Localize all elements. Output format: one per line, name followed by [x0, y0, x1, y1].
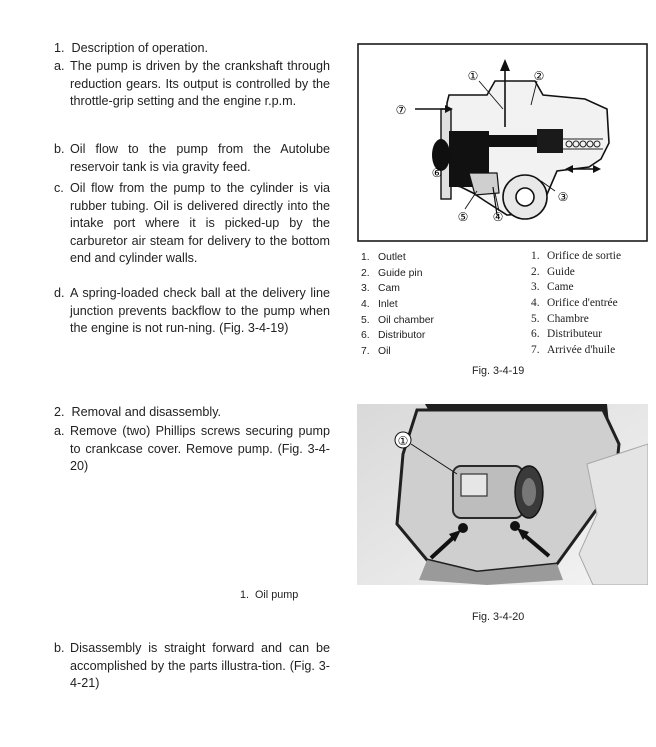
- legend-row: [361, 250, 501, 266]
- legend-row: [531, 296, 653, 312]
- legend-text: Arrivée d'huile: [547, 344, 616, 357]
- item-label: c.: [54, 181, 64, 195]
- distributor-head: [537, 129, 563, 153]
- callout-5: ⑤: [457, 210, 469, 224]
- item-text: The pump is driven by the crankshaft through reduction gears. Its output is controlled by the throttle-grip setting and the engine r.p.m.: [70, 59, 330, 109]
- callout-7: ⑦: [395, 103, 407, 117]
- item-text: A spring-loaded check ball at the delivery line junction prevents backflow to the pump when the engine is not run-ning. (Fig. 3-4-19): [70, 286, 330, 336]
- legend-row: [361, 281, 501, 297]
- legend-num: 2.: [531, 265, 540, 278]
- fig-20-photo: [357, 404, 648, 585]
- section-2-heading: 2. Removal and disassembly.: [54, 405, 222, 419]
- legend-num: 4.: [531, 297, 540, 310]
- section-2-item-b-block: [54, 640, 330, 700]
- legend-row: [361, 297, 501, 313]
- legend-row: [531, 343, 653, 359]
- legend-num: 7.: [361, 346, 370, 358]
- legend-num: 1.: [361, 252, 370, 263]
- legend-text: Orifice d'entrée: [547, 297, 618, 310]
- legend-row: [531, 280, 653, 296]
- legend-num: 5.: [361, 314, 370, 326]
- oil-chamber: [469, 173, 499, 195]
- fig-19-diagram: [357, 43, 648, 242]
- legend-text: Oil chamber: [378, 314, 435, 326]
- legend-num: 2.: [361, 267, 370, 279]
- section-1: [54, 40, 330, 370]
- fig-19-caption: Fig. 3-4-19: [472, 365, 525, 377]
- item-label: a.: [54, 424, 65, 438]
- fig-20-legend: 1. Oil pump: [240, 589, 299, 601]
- legend-row: [531, 249, 653, 265]
- legend-text: Orifice de sortie: [547, 250, 622, 262]
- legend-row: [531, 327, 653, 343]
- callout-3: ③: [557, 190, 569, 204]
- oil-pump-window: [461, 474, 487, 496]
- item-text: Disassembly is straight forward and can be accomplished by the parts illustra-tion. (Fig. 3-4-21): [70, 641, 330, 691]
- legend-num: 4.: [361, 299, 370, 311]
- legend-row: [361, 344, 501, 360]
- legend-text: Guide: [547, 265, 575, 278]
- legend-row: [361, 328, 501, 344]
- item-text: Remove (two) Phillips screws securing pump to crankcase cover. Remove pump. (Fig. 3-4-20): [70, 424, 330, 474]
- legend-row: [531, 265, 653, 281]
- legend-text: Came: [547, 281, 574, 294]
- legend-row: [361, 266, 501, 282]
- legend-text: Guide pin: [378, 267, 423, 279]
- legend-text: Oil: [378, 346, 391, 358]
- section-2: [54, 404, 330, 484]
- item-label: a.: [54, 59, 65, 73]
- section-1-heading: 1. Description of operation.: [54, 41, 209, 55]
- fig-19-legend-en: [361, 250, 501, 360]
- legend-num: 1.: [531, 250, 540, 262]
- fig-19-legend-fr: [531, 249, 653, 359]
- oil-pump-pulley-hub: [522, 478, 536, 506]
- legend-num: 3.: [531, 281, 540, 294]
- callout-4: ④: [492, 210, 504, 224]
- legend-row: [531, 312, 653, 328]
- item-text: Oil flow from the pump to the cylinder is via rubber tubing. Oil is delivered directly into the intake port where it is picked-up by the carburetor air steam for delivery to the bottom end and cylinder walls.: [70, 181, 330, 266]
- callout-1: ①: [467, 69, 479, 83]
- item-label: b.: [54, 641, 65, 655]
- legend-row: [361, 313, 501, 329]
- legend-num: 3.: [361, 283, 370, 295]
- legend-text: Inlet: [378, 299, 398, 311]
- legend-text: Distributeur: [547, 328, 603, 341]
- fig-20-caption: Fig. 3-4-20: [472, 611, 525, 623]
- legend-num: 5.: [531, 312, 540, 325]
- legend-num: 6.: [531, 328, 540, 341]
- legend-text: Cam: [378, 283, 400, 295]
- item-text: Oil flow to the pump from the Autolube reservoir tank is via gravity feed.: [70, 142, 330, 174]
- item-label: b.: [54, 142, 65, 156]
- callout-2: ②: [533, 69, 545, 83]
- legend-text: Chambre: [547, 312, 589, 325]
- legend-num: 7.: [531, 344, 540, 357]
- cam-hub: [516, 188, 534, 206]
- legend-text: Distributor: [378, 330, 426, 342]
- legend-text: Outlet: [378, 252, 406, 263]
- legend-num: 6.: [361, 330, 370, 342]
- callout-6: ⑥: [431, 166, 443, 180]
- callout-1: ①: [397, 434, 409, 448]
- item-label: d.: [54, 286, 65, 300]
